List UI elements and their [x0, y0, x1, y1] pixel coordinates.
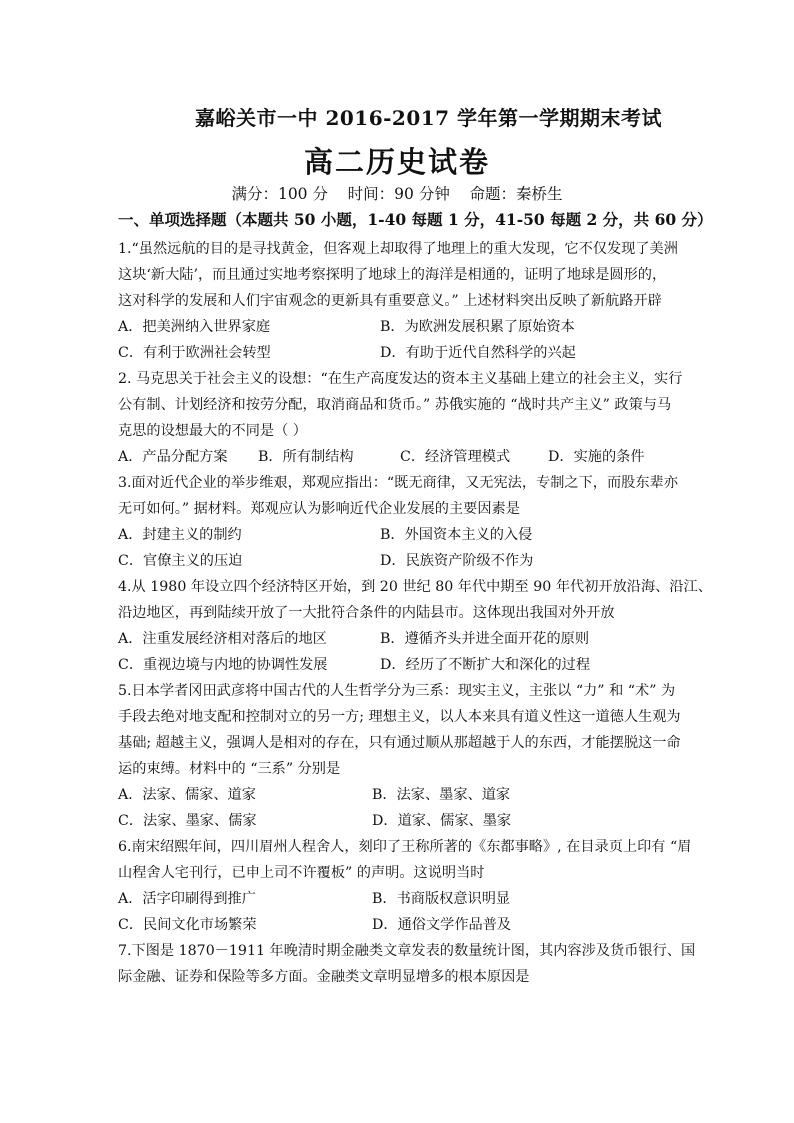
- question-5-line-1: 5.日本学者冈田武彦将中国古代的人生哲学分为三系：现实主义，主张以 “力” 和 “术” 为: [118, 683, 676, 699]
- question-1-line-3: 这对科学的发展和人们宇宙观念的更新具有重要意义。” 上述材料突出反映了新航路开辟: [118, 293, 662, 309]
- question-4-line-1: 4.从 1980 年设立四个经济特区开始，到 20 世纪 80 年代中期至 90 年代初开放沿海、沿江、: [118, 579, 712, 595]
- question-1-line-2: 这块‘新大陆’，而且通过实地考察探明了地球上的海洋是相通的，证明了地球是圆形的，: [118, 267, 667, 283]
- question-4-option-c: C．重视边境与内地的协调性发展: [118, 657, 328, 673]
- question-3-option-c: C．官僚主义的压迫: [118, 553, 243, 569]
- question-6-line-2: 山程舍人宅刊行，已申上司不许覆板” 的声明。这说明当时: [118, 865, 485, 881]
- question-2-option-b: B．所有制结构: [258, 449, 354, 465]
- question-2-option-c: C．经济管理模式: [400, 449, 511, 465]
- question-3-option-d: D．民族资产阶级不作为: [380, 553, 534, 569]
- question-1-option-c: C．有利于欧洲社会转型: [118, 345, 271, 361]
- question-5-option-a: A．法家、儒家、道家: [118, 787, 256, 803]
- question-2-option-a: A．产品分配方案: [118, 449, 228, 465]
- question-3-line-1: 3.面对近代企业的举步维艰，郑观应指出：“既无商律，又无宪法，专制之下，而股东辈亦: [118, 475, 678, 491]
- question-1-option-d: D．有助于近代自然科学的兴起: [380, 345, 576, 361]
- question-4-line-2: 沿边地区，再到陆续开放了一大批符合条件的内陆县市。这体现出我国对外开放: [118, 605, 615, 621]
- question-6-option-d: D．通俗文学作品普及: [372, 917, 512, 933]
- question-5-option-b: B．法家、墨家、道家: [372, 787, 511, 803]
- question-6-option-c: C．民间文化市场繁荣: [118, 917, 257, 933]
- paper-title: 高二历史试卷: [303, 145, 490, 179]
- question-2-line-2: 公有制、计划经济和按劳分配，取消商品和货币。” 苏俄实施的 “战时共产主义” 政策与马: [118, 397, 672, 413]
- section-title: 一、单项选择题（本题共 50 小题，1-40 每题 1 分，41-50 每题 2 分，共 60 分）: [118, 210, 713, 229]
- question-5-option-d: D．道家、儒家、墨家: [372, 813, 512, 829]
- question-5-line-3: 基础; 超越主义，强调人是相对的存在，只有通过顺从那超越于人的东西，才能摆脱这一命: [118, 735, 681, 751]
- exam-meta-line: 满分：100 分 时间：90 分钟 命题：秦桥生: [231, 185, 563, 203]
- question-4-option-d: D．经历了不断扩大和深化的过程: [380, 657, 591, 673]
- question-5-option-c: C．法家、墨家、儒家: [118, 813, 257, 829]
- question-3-line-2: 无可如何。” 据材料。郑观应认为影响近代企业发展的主要因素是: [118, 501, 520, 517]
- question-6-option-b: B．书商版权意识明显: [372, 891, 511, 907]
- question-1-option-a: A．把美洲纳入世界家庭: [118, 319, 271, 335]
- question-6-line-1: 6.南宋绍熙年间，四川眉州人程舍人，刻印了王称所著的《东都事略》, 在目录页上印有 “眉: [118, 839, 692, 855]
- question-2-option-d: D．实施的条件: [548, 449, 645, 465]
- question-4-option-a: A．注重发展经济相对落后的地区: [118, 631, 327, 647]
- question-5-line-2: 手段去绝对地支配和控制对立的另一方; 理想主义，以人本来具有道义性这一道德人生观为: [118, 709, 681, 725]
- question-5-line-4: 运的束缚。材料中的 “三系” 分别是: [118, 761, 341, 777]
- question-1-line-1: 1.“虽然远航的目的是寻找黄金，但客观上却取得了地理上的重大发现，它不仅发现了美洲: [118, 241, 678, 257]
- question-2-line-3: 克思的设想最大的不同是（ ）: [118, 423, 307, 439]
- question-2-line-1: 2. 马克思关于社会主义的设想：“在生产高度发达的资本主义基础上建立的社会主义，实行: [118, 371, 683, 387]
- question-3-option-a: A．封建主义的制约: [118, 527, 242, 543]
- question-3-option-b: B．外国资本主义的入侵: [380, 527, 533, 543]
- question-7-line-1: 7.下图是 1870－1911 年晚清时期金融类文章发表的数量统计图，其内容涉及货币银行、国: [118, 943, 696, 959]
- question-1-option-b: B．为欧洲发展积累了原始资本: [380, 319, 575, 335]
- question-7-line-2: 际金融、证券和保险等多方面。金融类文章明显增多的根本原因是: [118, 969, 530, 985]
- question-6-option-a: A．活字印刷得到推广: [118, 891, 256, 907]
- question-4-option-b: B．遵循齐头并进全面开花的原则: [380, 631, 590, 647]
- school-exam-title: 嘉峪关市一中 2016-2017 学年第一学期期末考试: [195, 106, 663, 130]
